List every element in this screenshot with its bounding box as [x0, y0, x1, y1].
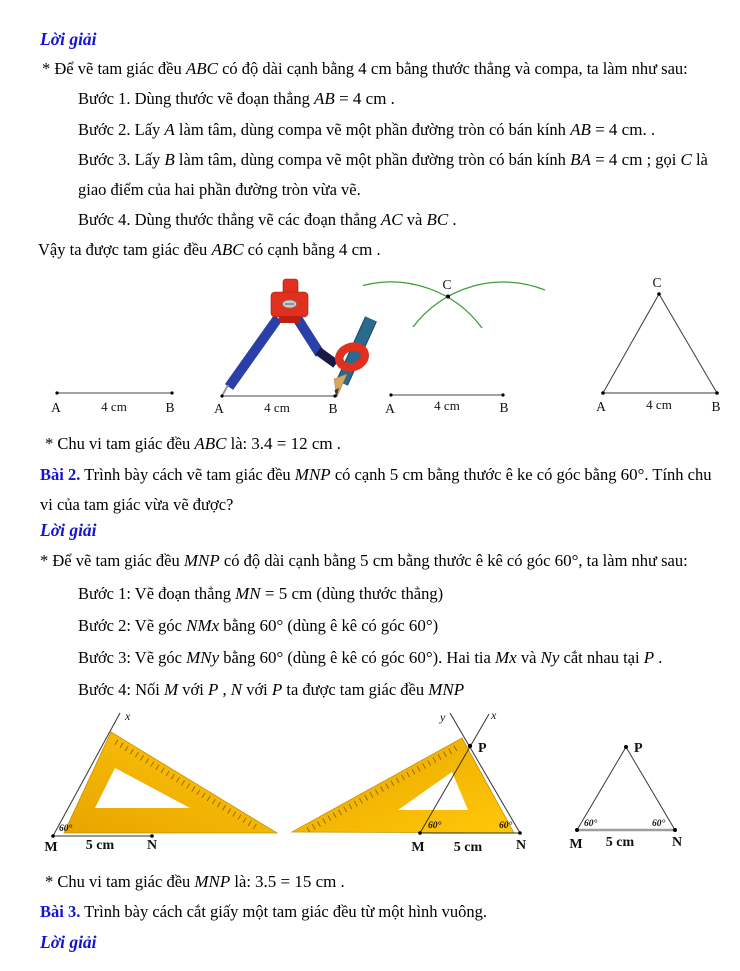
- point-c-label: C: [652, 275, 662, 290]
- point-b-label: B: [165, 400, 175, 415]
- point-n-label: N: [515, 838, 527, 853]
- point-b-label: B: [328, 401, 338, 416]
- problem-3: Bài 3. Trình bày cách cắt giấy một tam giác đều từ một hình vuông.: [40, 902, 488, 921]
- point-n-label: N: [146, 838, 158, 853]
- arc-center-b: [413, 282, 545, 327]
- length-label: 5 cm: [85, 838, 115, 853]
- point-a-label: A: [51, 400, 61, 415]
- step-1-3: Bước 3. Lấy B làm tâm, dùng compa vẽ một phần đường tròn có bán kính BA = 4 cm ; gọi C là giao điểm của hai phần đường tròn vừa vẽ.: [78, 150, 708, 199]
- figure-arcs: [356, 272, 558, 418]
- perimeter-mnp: * Chu vi tam giác đều MNP là: 3.5 = 15 cm .: [45, 872, 345, 891]
- point-p-dot: [468, 744, 472, 748]
- compass-right-arm: [297, 318, 320, 354]
- compass-left-leg: [229, 318, 278, 387]
- solution-heading-3: Lời giải: [40, 932, 97, 952]
- angle-n-label: 60°: [499, 821, 513, 831]
- compass-needle: [222, 385, 228, 396]
- point-b-label: B: [711, 399, 721, 414]
- point-p-label: P: [478, 741, 487, 756]
- step-2-4: Bước 4: Nối M với P , N với P ta được tam giác đều MNP: [78, 680, 465, 699]
- step-2-2: Bước 2: Vẽ góc NMx bằng 60° (dùng ê kê có góc 60°): [78, 616, 439, 635]
- point-m-label: M: [44, 840, 58, 855]
- ray-x-label: x: [125, 709, 131, 723]
- point-a-label: A: [385, 401, 395, 416]
- point-c-label: C: [442, 277, 452, 292]
- point-m-label: M: [569, 837, 583, 852]
- step-1-1: Bước 1. Dùng thước vẽ đoạn thẳng AB = 4 cm .: [78, 89, 395, 108]
- point-p-label: P: [634, 741, 643, 756]
- angle-m-label: 60°: [584, 819, 598, 829]
- angle-m-label: 60°: [428, 821, 442, 831]
- ray-y-label: y: [440, 710, 446, 724]
- solution-intro-2: * Để vẽ tam giác đều MNP có độ dài cạnh bằng 5 cm bằng thước ê kê có góc 60°, ta làm như sau:: [40, 551, 688, 570]
- triangle-side-mp: [577, 747, 626, 830]
- point-a-label: A: [214, 401, 224, 416]
- angle-n-label: 60°: [652, 819, 666, 829]
- triangle-side-np: [626, 747, 675, 830]
- angle-m-label: 60°: [59, 824, 73, 834]
- length-label: 5 cm: [453, 840, 483, 855]
- step-2-1: Bước 1: Vẽ đoạn thẳng MN = 5 cm (dùng thước thẳng): [78, 584, 444, 603]
- length-label: 4 cm: [434, 398, 460, 413]
- point-b-label: B: [499, 400, 509, 415]
- length-label: 4 cm: [264, 400, 290, 415]
- compass-elbow: [318, 351, 336, 364]
- length-label: 4 cm: [646, 397, 672, 412]
- solution-heading-2: Lời giải: [40, 520, 97, 540]
- solution-heading-1: Lời giải: [40, 29, 97, 49]
- solution-intro-1: * Để vẽ tam giác đều ABC có độ dài cạnh bằng 4 cm bằng thước thẳng và compa, ta làm như sau:: [42, 59, 688, 78]
- figure-segment-ab: [45, 378, 185, 418]
- point-n-label: N: [671, 835, 683, 850]
- step-2-3: Bước 3: Vẽ góc MNy bằng 60° (dùng ê kê có góc 60°). Hai tia Mx và Ny cắt nhau tại P .: [78, 648, 663, 667]
- length-label: 5 cm: [605, 835, 635, 850]
- set-square-icon: [64, 732, 277, 833]
- figure-setsquare-1: [40, 705, 292, 862]
- conclusion-1: Vậy ta được tam giác đều ABC có cạnh bằng 4 cm .: [38, 240, 381, 259]
- length-label: 4 cm: [101, 399, 127, 414]
- figure-triangle-mnp: [558, 705, 738, 862]
- point-m-label: M: [411, 840, 425, 855]
- ray-x-label: x: [491, 708, 497, 722]
- problem-2: Bài 2. Trình bày cách vẽ tam giác đều MNP có cạnh 5 cm bằng thước ê ke có góc bằng 60°. Tính chu vi của tam giác vừa vẽ được?: [40, 465, 712, 514]
- point-a-label: A: [596, 399, 606, 414]
- figure-triangle-abc: [590, 275, 735, 417]
- point-c-dot: [446, 295, 450, 299]
- figure-setsquare-2: [286, 705, 538, 862]
- triangle-abc-outline: [603, 294, 717, 393]
- step-1-4: Bước 4. Dùng thước thẳng vẽ các đoạn thẳng AC và BC .: [78, 210, 457, 229]
- compass-hinge-base: [279, 316, 300, 323]
- perimeter-abc: * Chu vi tam giác đều ABC là: 3.4 = 12 cm .: [45, 434, 341, 453]
- step-1-2: Bước 2. Lấy A làm tâm, dùng compa vẽ một phần đường tròn có bán kính AB = 4 cm. .: [78, 120, 655, 139]
